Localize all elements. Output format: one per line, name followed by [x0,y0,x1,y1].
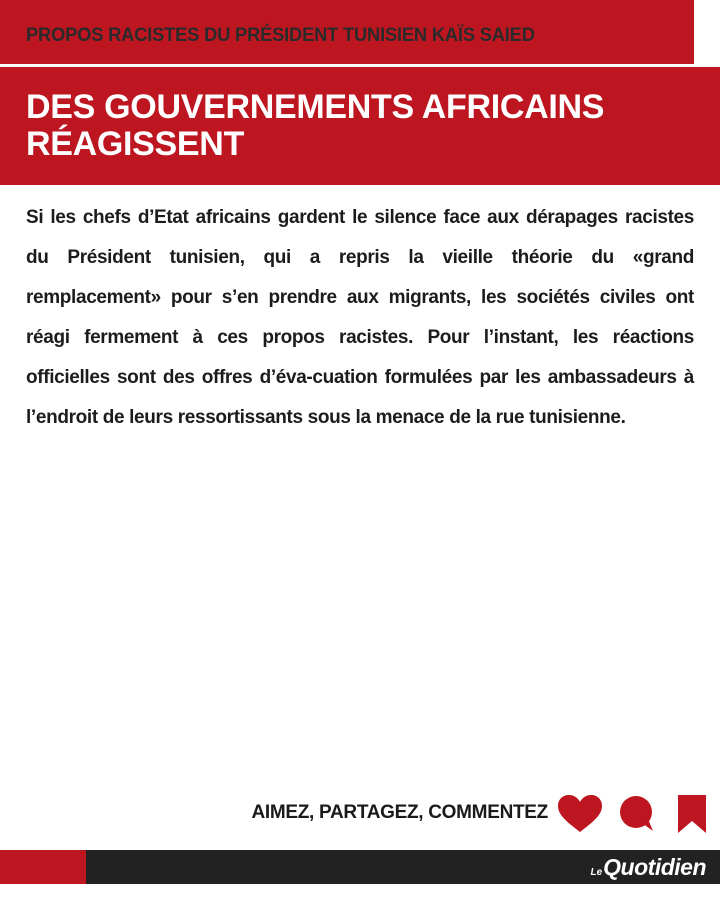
footer-accent [0,850,86,884]
cta-label: AIMEZ, PARTAGEZ, COMMENTEZ [251,802,548,823]
logo-name: Quotidien [603,854,706,880]
comment-icon[interactable] [618,795,656,833]
headline-block [0,67,720,185]
kicker-label: PROPOS RACISTES DU PRÉSIDENT TUNISIEN KAÏS SAIED [0,0,694,64]
article-body: Si les chefs d’Etat africains gardent le silence face aux dérapages racistes du Président tunisien, qui a repris la vieille théorie du «grand remplacement» pour s’en prendre aux migrants, les sociétés civiles ont réagi fermement à ces propos racistes. Pour l’instant, les réactions officielles sont des offres d’éva-cuation formulées par les ambassadeurs à l’endroit de leurs ressortissants sous la menace de la rue tunisienne. [26,207,694,428]
logo-prefix: Le [590,867,603,878]
heart-icon[interactable] [557,794,603,834]
bookmark-icon[interactable] [676,795,708,833]
headline: DES GOUVERNEMENTS AFRICAINS RÉAGISSENT [26,88,605,163]
brand-logo[interactable] [591,853,707,881]
footer-margin [0,884,720,901]
